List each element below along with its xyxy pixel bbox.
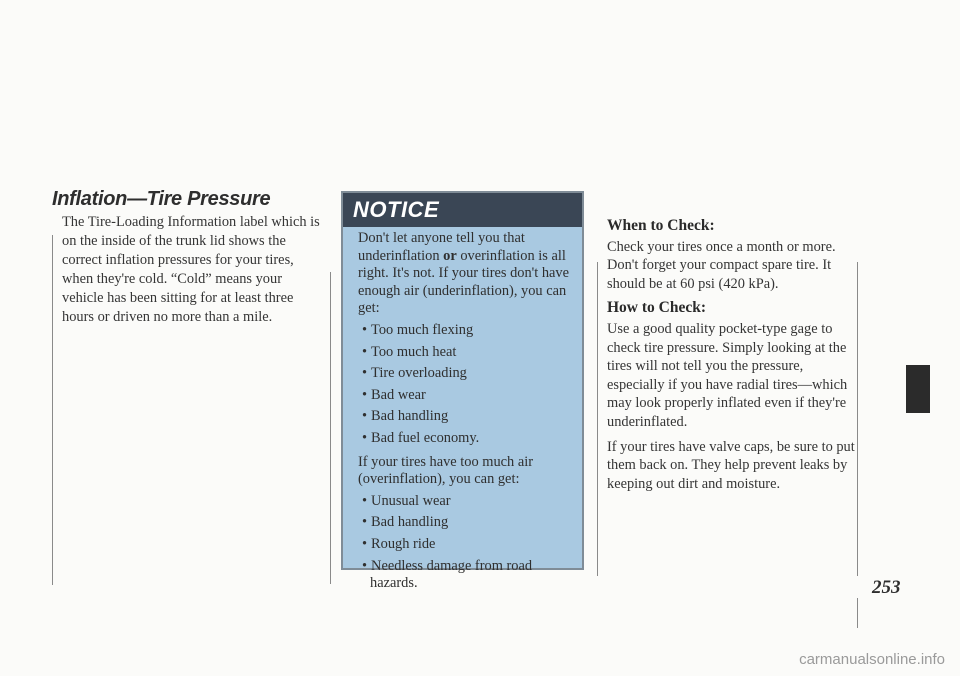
watermark: carmanualsonline.info <box>799 651 945 668</box>
column-rule <box>52 235 53 585</box>
list-item: • Bad fuel economy. <box>358 430 580 448</box>
section-tab-marker <box>906 365 930 413</box>
page-number: 253 <box>872 577 901 598</box>
when-to-check-text: Check your tires once a month or more. Don't forget your compact spare tire. It should be at 60 psi (420 kPa). <box>607 238 836 292</box>
list-item: • Needless damage from road hazards. <box>358 558 580 593</box>
list-item: • Bad wear <box>358 387 580 405</box>
column-rule <box>330 272 331 584</box>
list-item: • Too much heat <box>358 344 580 362</box>
column-rule <box>857 262 858 576</box>
list-item: • Tire overloading <box>358 365 580 383</box>
valve-caps-text: If your tires have valve caps, be sure to put them back on. They help prevent leaks by keeping out dirt and moisture. <box>607 438 855 492</box>
column-rule <box>597 262 598 576</box>
list-item: • Bad handling <box>358 408 580 426</box>
underinflation-list <box>358 322 580 448</box>
when-to-check-heading: When to Check: <box>607 217 715 234</box>
list-item: • Too much flexing <box>358 322 580 340</box>
how-to-check-heading: How to Check: <box>607 299 707 317</box>
list-item: • Bad handling <box>358 514 580 532</box>
section-heading: Inflation—Tire Pressure <box>52 188 271 210</box>
notice-body <box>358 230 580 599</box>
notice-box <box>341 191 584 592</box>
list-item: • Rough ride <box>358 536 580 554</box>
notice-overinflation-intro: If your tires have too much air (overinflation), you can get: <box>358 453 534 488</box>
column-rule <box>857 598 858 628</box>
intro-paragraph: The Tire-Loading Information label which is on the inside of the trunk lid shows the correct inflation pressures for your tires, when they're cold. “Cold” means your vehicle has been sitting for at least three hours or driven no more than a mile. <box>62 214 320 325</box>
overinflation-list <box>358 493 580 593</box>
list-item: • Unusual wear <box>358 493 580 511</box>
check-column <box>607 214 857 499</box>
notice-title: NOTICE <box>343 193 582 227</box>
notice-intro: Don't let anyone tell you that underinflation or overinflation is all right. It's not. If your tires don't have enough air (underinflation), you can get: <box>358 230 570 317</box>
how-to-check-text: Use a good quality pocket-type gage to check tire pressure. Simply looking at the tires will not tell you the pressure, especially if you have radial tires—which may look properly inflated even if they're underinflated. <box>607 320 848 430</box>
